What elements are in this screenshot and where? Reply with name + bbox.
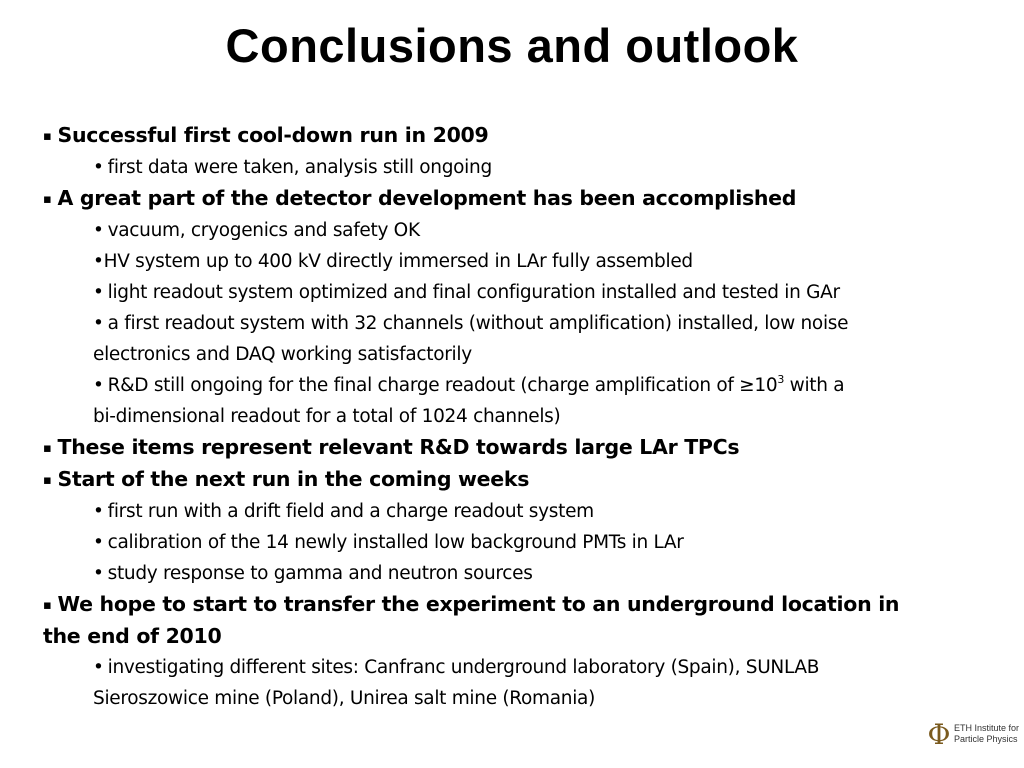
sub-bullet-item <box>43 558 983 589</box>
dot-bullet-icon: • <box>93 220 104 241</box>
logo-text-line1: ETH Institute for <box>954 723 1020 733</box>
sub-bullet-text: vacuum, cryogenics and safety OK <box>107 220 420 241</box>
sub-bullet-text-continued: electronics and DAQ working satisfactorily <box>93 344 472 365</box>
sub-bullet-text: first run with a drift field and a charge readout system <box>107 501 594 522</box>
bullet-text: Start of the next run in the coming weeks <box>57 467 530 491</box>
bullet-item <box>43 183 983 215</box>
superscript-exponent: 3 <box>777 373 785 386</box>
dot-bullet-icon: • <box>93 532 104 553</box>
bullet-text: We hope to start to transfer the experiment to an underground location in <box>57 592 900 616</box>
dot-bullet-icon: • <box>93 375 104 396</box>
eth-logo <box>928 714 1024 754</box>
sub-bullet-text: investigating different sites: Canfranc underground laboratory (Spain), SUNLAB <box>107 657 820 678</box>
sub-bullet-text: a first readout system with 32 channels (without amplification) installed, low noise <box>107 313 849 334</box>
sub-bullet-text-after: with a <box>784 375 845 396</box>
dot-bullet-icon: • <box>93 657 104 678</box>
square-bullet-icon: ▪ <box>43 598 52 613</box>
dot-bullet-icon: • <box>93 282 104 303</box>
sub-bullet-item <box>43 215 983 246</box>
sub-bullet-item <box>43 370 983 432</box>
dot-bullet-icon: • <box>93 157 104 178</box>
bullet-text: These items represent relevant R&D towards large LAr TPCs <box>57 435 740 459</box>
sub-bullet-text-continued: bi-dimensional readout for a total of 1024 channels) <box>93 406 561 427</box>
bullet-item <box>43 589 983 652</box>
square-bullet-icon: ▪ <box>43 192 52 207</box>
sub-bullet-item <box>43 308 983 370</box>
dot-bullet-icon: • <box>93 251 104 272</box>
logo-text-line2: Particle Physics <box>954 734 1018 744</box>
slide-content <box>43 120 983 714</box>
bullet-text: A great part of the detector development has been accomplished <box>57 186 797 210</box>
logo-text <box>954 723 1019 745</box>
square-bullet-icon: ▪ <box>43 441 52 456</box>
sub-bullet-text: HV system up to 400 kV directly immersed in LAr fully assembled <box>103 251 693 272</box>
sub-bullet-item <box>43 652 983 714</box>
sub-bullet-item <box>43 246 983 277</box>
sub-bullet-item <box>43 527 983 558</box>
sub-bullet-text-continued: Sieroszowice mine (Poland), Unirea salt mine (Romania) <box>93 688 595 709</box>
bullet-item <box>43 432 983 464</box>
bullet-item <box>43 464 983 496</box>
sub-bullet-text: first data were taken, analysis still ongoing <box>107 157 492 178</box>
bullet-text: Successful first cool-down run in 2009 <box>57 123 489 147</box>
sub-bullet-text: light readout system optimized and final configuration installed and tested in GAr <box>107 282 840 303</box>
sub-bullet-text: R&D still ongoing for the final charge readout (charge amplification of ≥10 <box>107 375 778 396</box>
bullet-item <box>43 120 983 152</box>
sub-bullet-text: study response to gamma and neutron sources <box>107 563 533 584</box>
dot-bullet-icon: • <box>93 563 104 584</box>
dot-bullet-icon: • <box>93 313 104 334</box>
sub-bullet-item <box>43 277 983 308</box>
slide-title: Conclusions and outlook <box>225 19 799 72</box>
square-bullet-icon: ▪ <box>43 129 52 144</box>
sub-bullet-text: calibration of the 14 newly installed low background PMTs in LAr <box>107 532 684 553</box>
bullet-text-continued: the end of 2010 <box>43 624 222 648</box>
sub-bullet-item <box>43 152 983 183</box>
phi-logo-icon: Φ <box>927 717 951 751</box>
square-bullet-icon: ▪ <box>43 473 52 488</box>
dot-bullet-icon: • <box>93 501 104 522</box>
sub-bullet-item <box>43 496 983 527</box>
